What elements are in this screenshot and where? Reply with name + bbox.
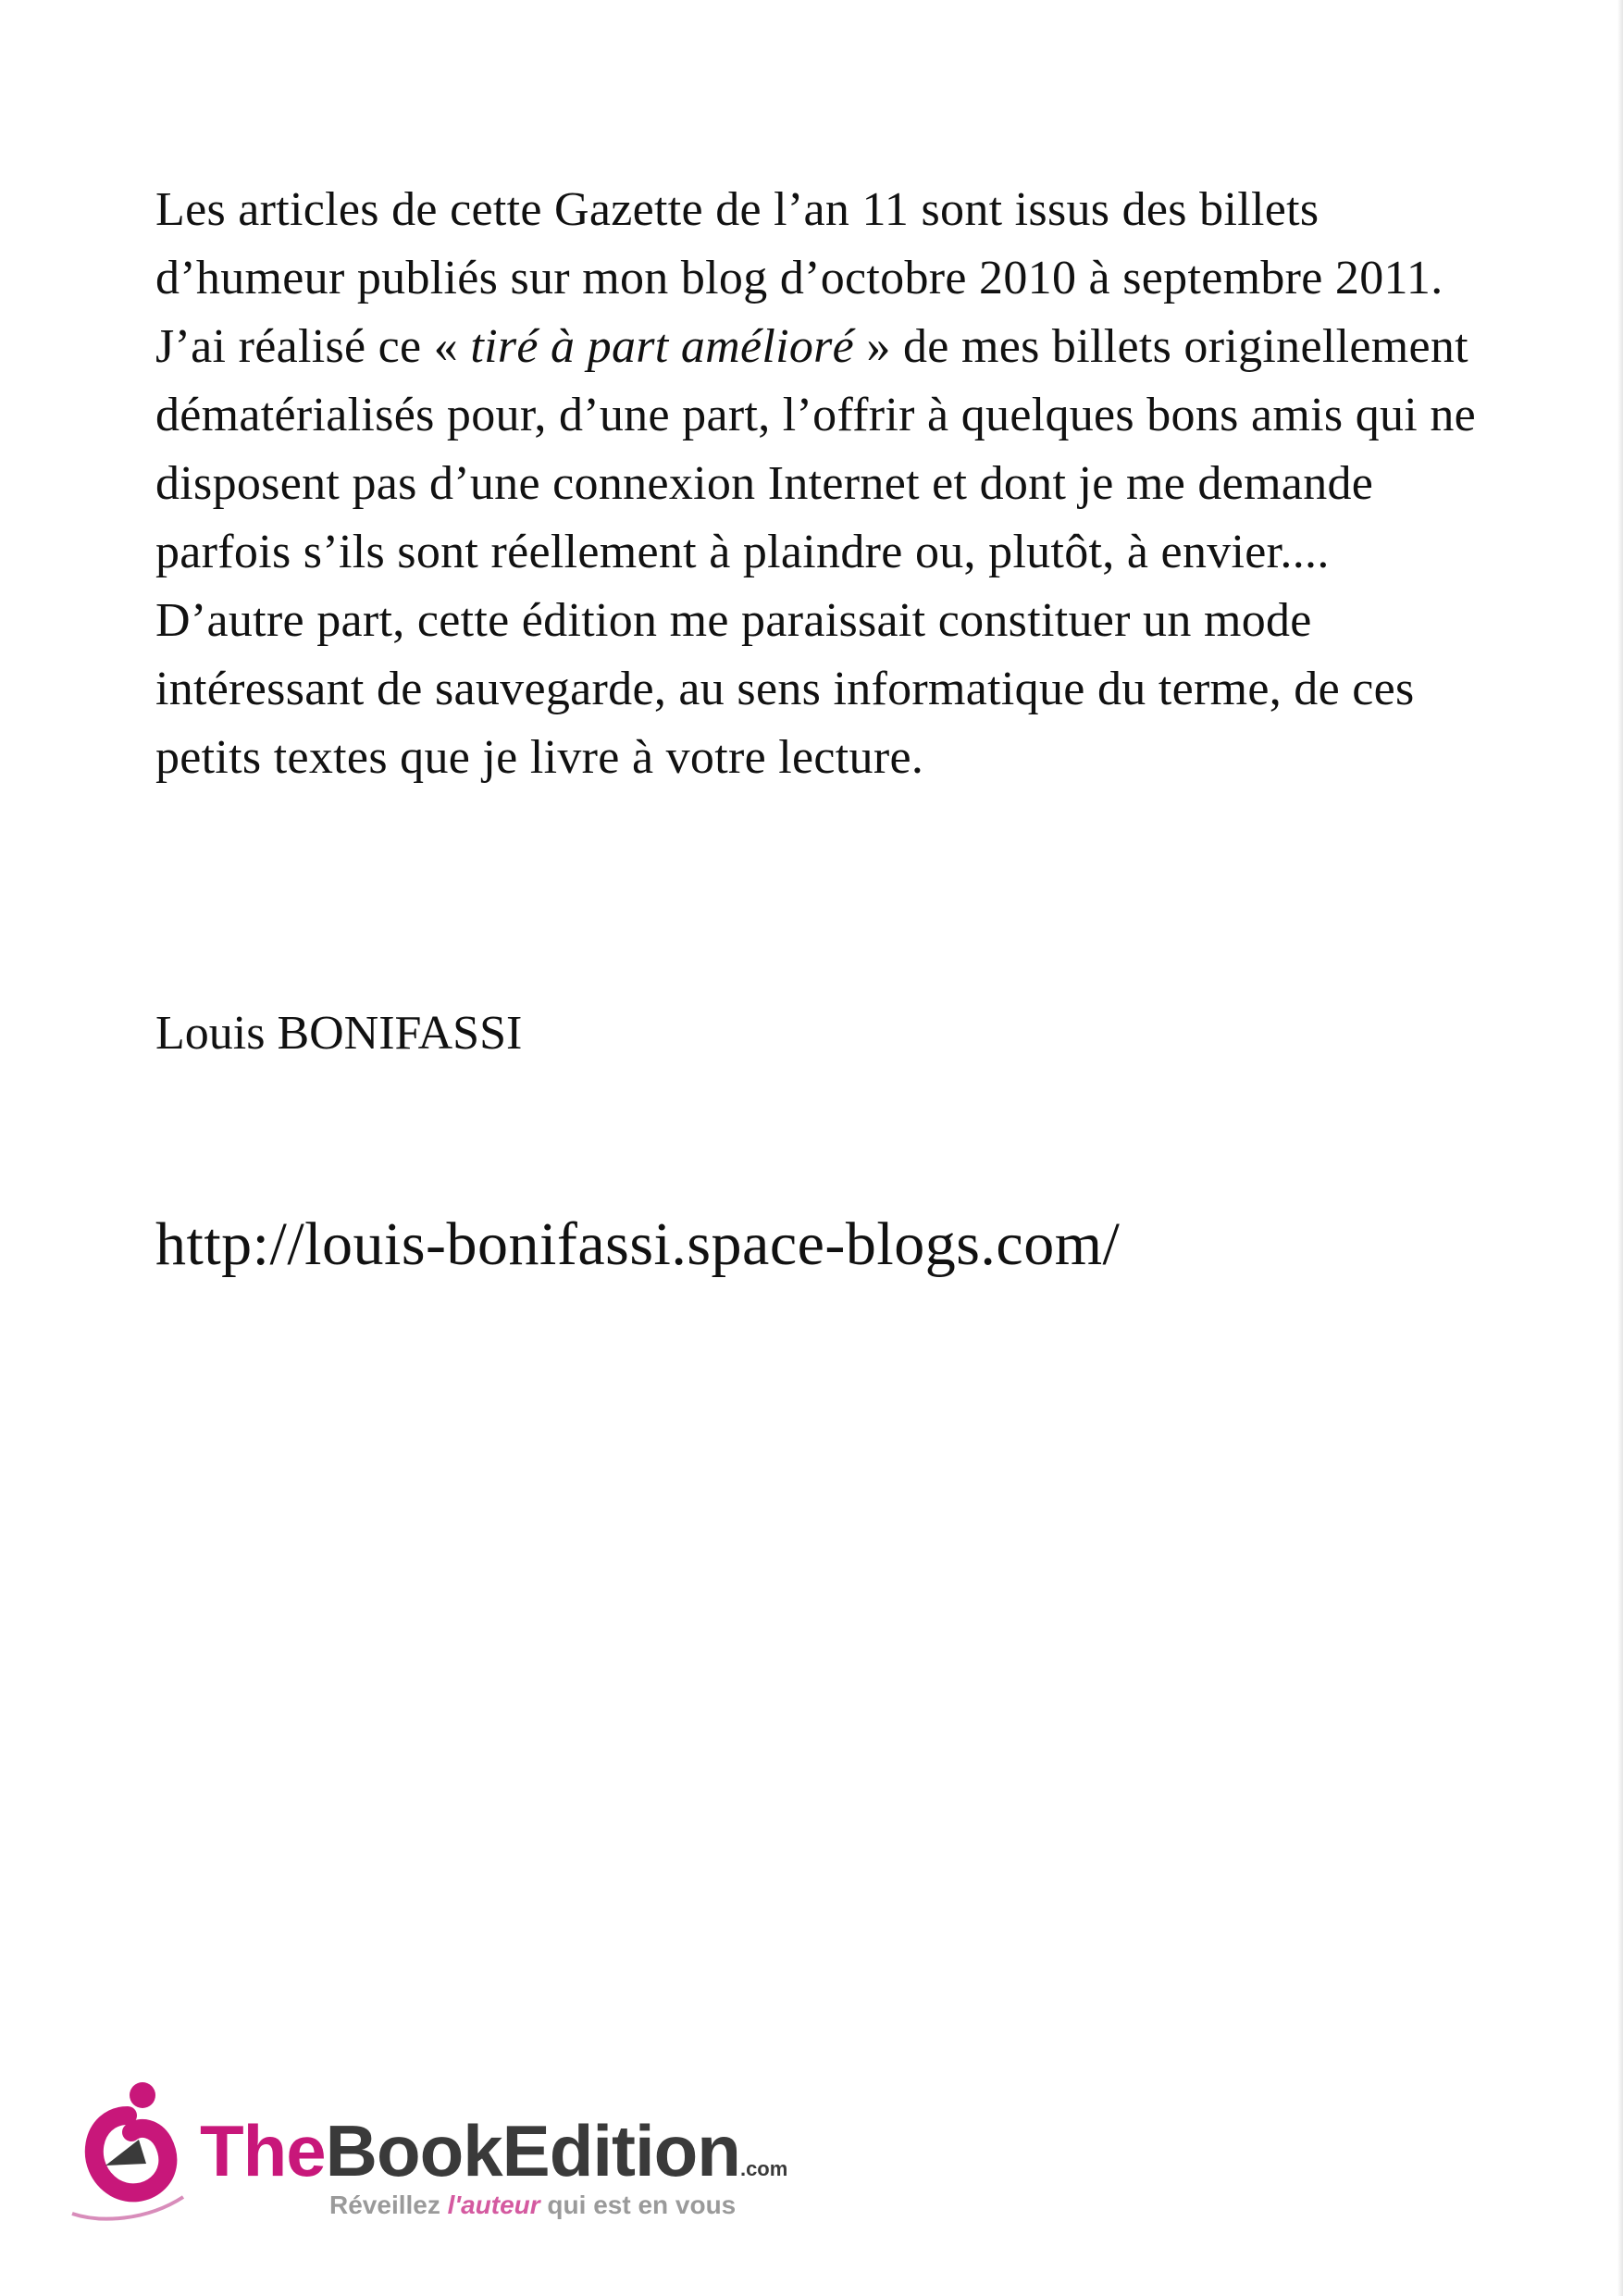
logo-tagline [329, 2191, 736, 2219]
italic-phrase: tiré à part amélioré [470, 320, 855, 373]
logo-the: The [200, 2110, 326, 2191]
intro-sentence-2-start: J’ai réalisé ce « [155, 320, 471, 373]
tagline-end: qui est en vous [539, 2191, 737, 2219]
tagline-start: Réveillez [329, 2191, 448, 2219]
logo-bookedition: BookEdition [325, 2110, 740, 2191]
logo-com: .com [739, 2157, 788, 2180]
intro-sentence-1: Les articles de cette Gazette de l’an 11 sont issus des billets d’humeur publiés sur mon blog d’octobre 2010 à septembre 2011. [155, 183, 1443, 304]
tagline-accent: l'auteur [447, 2191, 540, 2219]
thebookedition-logo-icon [63, 2075, 192, 2223]
intro-sentence-2 [155, 313, 1488, 792]
author-signature: Louis BONIFASSI [155, 1007, 523, 1060]
thebookedition-logo [63, 2075, 822, 2223]
intro-paragraph [155, 176, 1488, 792]
page-edge [1617, 0, 1623, 2296]
blog-url-link[interactable]: http://louis-bonifassi.space-blogs.com/ [155, 1210, 1121, 1278]
intro-sentence-2-rest: » de mes billets originellement dématérialisés pour, d’une part, l’offrir à quelques bons amis qui ne disposent pas d’une connexion Internet et dont je me demande parfois s’ils sont réellement à plaindre ou, plutôt, à envier.... D’autre part, cette édition me paraissait constituer un mode intéressant de sauvegarde, au sens informatique du terme, de ces petits textes que je livre à votre lecture. [155, 320, 1477, 784]
